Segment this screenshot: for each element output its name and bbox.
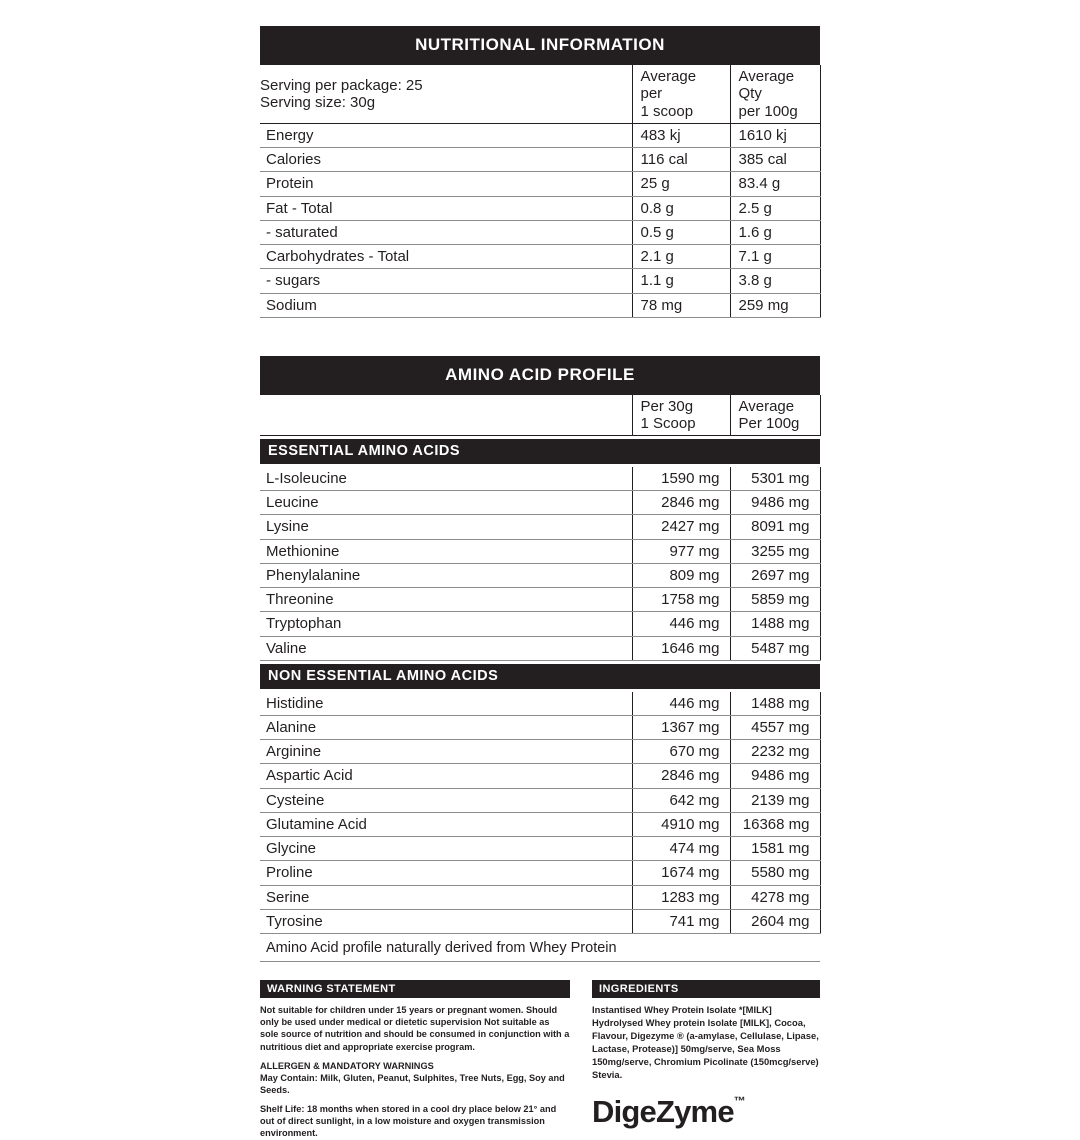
amino-value-per-scoop: 977 mg [632, 539, 730, 563]
allergen-warnings-heading: ALLERGEN & MANDATORY WARNINGS [260, 1060, 434, 1071]
column-header-average-per-100g [730, 395, 820, 436]
nutritional-information-table [260, 65, 821, 318]
col-header-line: Average [640, 68, 697, 85]
amino-value-per-scoop: 2427 mg [632, 515, 730, 539]
table-row [260, 740, 820, 764]
amino-value-per-100g: 5859 mg [730, 588, 820, 612]
amino-value-per-100g: 9486 mg [730, 764, 820, 788]
amino-value-per-100g: 5580 mg [730, 861, 820, 885]
amino-value-per-100g: 8091 mg [730, 515, 820, 539]
nutrient-value-per-scoop: 25 g [632, 172, 730, 196]
amino-value-per-100g: 16368 mg [730, 812, 820, 836]
table-row [260, 612, 820, 636]
amino-value-per-scoop: 446 mg [632, 692, 730, 716]
amino-name: Glutamine Acid [260, 812, 632, 836]
amino-value-per-100g: 2697 mg [730, 563, 820, 587]
table-row [260, 539, 820, 563]
ingredients-panel [592, 980, 820, 1139]
amino-name: Lysine [260, 515, 632, 539]
allergen-warnings-block [260, 1060, 570, 1096]
table-row [260, 636, 820, 660]
nutrient-name: Calories [260, 148, 632, 172]
col-header-line: Average [738, 68, 795, 85]
table-row [260, 909, 820, 933]
amino-value-per-scoop: 642 mg [632, 788, 730, 812]
ingredients-header: INGREDIENTS [592, 980, 820, 998]
nutrient-name: Energy [260, 123, 632, 147]
table-row [260, 491, 820, 515]
serving-size: Serving size: 30g [260, 93, 376, 111]
column-header-per-30g [632, 395, 730, 436]
warning-statement-body: Not suitable for children under 15 years or pregnant women. Should only be used under medical or dietetic supervision Not suitable as sole source of nutrition and should be consumed in conjunction with a nutritious diet and appropriate exercise program. [260, 1005, 570, 1052]
amino-value-per-100g: 3255 mg [730, 539, 820, 563]
amino-value-per-100g: 1488 mg [730, 692, 820, 716]
non-essential-amino-acids-bar-row [260, 660, 820, 691]
nutrient-name: - sugars [260, 269, 632, 293]
ingredients-body: Instantised Whey Protein Isolate *[MILK] Hydrolysed Whey protein Isolate [MILK], Cocoa, Flavour, Digezyme ® (a-amylase, Cellulase, Lipase, Lactase, Protease)] 50mg/serve, Sea Moss 150mg/serve, Chromium Picolinate (150mcg/serve) Stevia. [592, 1004, 819, 1080]
table-row [260, 692, 820, 716]
amino-value-per-100g: 1488 mg [730, 612, 820, 636]
amino-value-per-scoop: 2846 mg [632, 491, 730, 515]
allergen-warnings-body: May Contain: Milk, Gluten, Peanut, Sulphites, Tree Nuts, Egg, Soy and Seeds. [260, 1072, 565, 1095]
nutrition-label-sheet [260, 26, 820, 1140]
amino-value-per-scoop: 809 mg [632, 563, 730, 587]
table-row [260, 885, 820, 909]
table-row [260, 467, 820, 491]
nutrient-value-per-100g: 7.1 g [730, 245, 820, 269]
amino-acid-profile-header: AMINO ACID PROFILE [260, 356, 820, 395]
column-header-per-scoop [632, 65, 730, 123]
nutrient-name: Sodium [260, 293, 632, 317]
table-row [260, 563, 820, 587]
amino-name: Alanine [260, 715, 632, 739]
warning-statement-header: WARNING STATEMENT [260, 980, 570, 998]
nutrient-value-per-100g: 259 mg [730, 293, 820, 317]
bottom-panels [260, 980, 820, 1139]
amino-profile-footnote: Amino Acid profile naturally derived from Whey Protein [260, 934, 820, 962]
col-header-line: 1 Scoop [640, 415, 696, 432]
nutritional-information-header: NUTRITIONAL INFORMATION [260, 26, 820, 65]
amino-value-per-scoop: 4910 mg [632, 812, 730, 836]
table-row [260, 148, 820, 172]
table-row [260, 220, 820, 244]
amino-value-per-scoop: 1646 mg [632, 636, 730, 660]
amino-name: Leucine [260, 491, 632, 515]
non-essential-amino-acids-bar-cell [260, 660, 820, 691]
amino-value-per-scoop: 474 mg [632, 837, 730, 861]
table-row [260, 812, 820, 836]
amino-value-per-100g: 2604 mg [730, 909, 820, 933]
amino-name: Histidine [260, 692, 632, 716]
amino-value-per-100g: 9486 mg [730, 491, 820, 515]
amino-value-per-scoop: 1758 mg [632, 588, 730, 612]
warning-statement-panel [260, 980, 570, 1139]
nutrient-name: Protein [260, 172, 632, 196]
amino-acid-profile-table [260, 395, 821, 934]
amino-name: Proline [260, 861, 632, 885]
amino-value-per-scoop: 670 mg [632, 740, 730, 764]
table-row [260, 861, 820, 885]
serving-per-package: Serving per package: 25 [260, 76, 423, 94]
col-header-line: 1 scoop [640, 102, 694, 120]
amino-value-per-scoop: 2846 mg [632, 764, 730, 788]
table-row [260, 172, 820, 196]
amino-value-per-scoop: 1590 mg [632, 467, 730, 491]
amino-value-per-100g: 4278 mg [730, 885, 820, 909]
amino-value-per-100g: 1581 mg [730, 837, 820, 861]
nutrient-value-per-scoop: 483 kj [632, 123, 730, 147]
nutrient-value-per-100g: 3.8 g [730, 269, 820, 293]
table-row [260, 293, 820, 317]
amino-name: Threonine [260, 588, 632, 612]
amino-value-per-100g: 4557 mg [730, 715, 820, 739]
nutrient-name: Carbohydrates - Total [260, 245, 632, 269]
nutrient-value-per-100g: 2.5 g [730, 196, 820, 220]
digezyme-wordmark: DigeZyme [592, 1093, 734, 1129]
table-row [260, 588, 820, 612]
table-row [260, 269, 820, 293]
amino-value-per-100g: 2139 mg [730, 788, 820, 812]
amino-name: Glycine [260, 837, 632, 861]
column-header-per-100g [730, 65, 820, 123]
table-row [260, 837, 820, 861]
table-row [260, 788, 820, 812]
nutrient-name: Fat - Total [260, 196, 632, 220]
digezyme-logo [592, 1094, 820, 1130]
amino-name: Tyrosine [260, 909, 632, 933]
amino-value-per-100g: 2232 mg [730, 740, 820, 764]
table-row [260, 123, 820, 147]
nutrient-value-per-scoop: 0.5 g [632, 220, 730, 244]
table-row [260, 515, 820, 539]
trademark-symbol: ™ [733, 1093, 746, 1108]
table-row [260, 196, 820, 220]
amino-table-header-row [260, 395, 820, 436]
amino-name: Serine [260, 885, 632, 909]
nutrient-value-per-100g: 385 cal [730, 148, 820, 172]
amino-value-per-scoop: 1367 mg [632, 715, 730, 739]
amino-value-per-scoop: 1674 mg [632, 861, 730, 885]
table-header-row [260, 65, 820, 123]
amino-name: Aspartic Acid [260, 764, 632, 788]
amino-value-per-scoop: 446 mg [632, 612, 730, 636]
essential-amino-acids-bar-cell [260, 436, 820, 467]
col-header-line: Qty [738, 85, 762, 103]
table-row [260, 715, 820, 739]
col-header-line: Average [738, 397, 795, 415]
table-row [260, 245, 820, 269]
amino-name: Valine [260, 636, 632, 660]
col-header-line: Per 30g [640, 397, 694, 415]
amino-name: Cysteine [260, 788, 632, 812]
amino-name: Phenylalanine [260, 563, 632, 587]
amino-header-blank-cell [260, 395, 632, 436]
table-row [260, 764, 820, 788]
nutrient-value-per-100g: 83.4 g [730, 172, 820, 196]
non-essential-amino-acids-header: NON ESSENTIAL AMINO ACIDS [260, 664, 820, 689]
nutrient-value-per-100g: 1610 kj [730, 123, 820, 147]
nutrient-value-per-scoop: 116 cal [632, 148, 730, 172]
nutrient-value-per-100g: 1.6 g [730, 220, 820, 244]
amino-value-per-scoop: 741 mg [632, 909, 730, 933]
nutrient-value-per-scoop: 2.1 g [632, 245, 730, 269]
col-header-line: per [640, 85, 663, 103]
nutrient-value-per-scoop: 1.1 g [632, 269, 730, 293]
essential-amino-acids-header: ESSENTIAL AMINO ACIDS [260, 439, 820, 464]
essential-amino-acids-bar-row [260, 436, 820, 467]
section-spacer [260, 318, 820, 356]
amino-name: L-Isoleucine [260, 467, 632, 491]
col-header-line: per 100g [738, 102, 798, 120]
serving-info-cell [260, 65, 632, 123]
amino-name: Tryptophan [260, 612, 632, 636]
shelf-life-text: Shelf Life: 18 months when stored in a cool dry place below 21° and out of direct sunlight, in a low moisture and oxygen transmission environment. [260, 1104, 557, 1139]
amino-value-per-100g: 5487 mg [730, 636, 820, 660]
nutrient-value-per-scoop: 0.8 g [632, 196, 730, 220]
amino-name: Arginine [260, 740, 632, 764]
nutrient-value-per-scoop: 78 mg [632, 293, 730, 317]
nutrient-name: - saturated [260, 220, 632, 244]
col-header-line: Per 100g [738, 415, 800, 432]
amino-name: Methionine [260, 539, 632, 563]
amino-value-per-scoop: 1283 mg [632, 885, 730, 909]
amino-value-per-100g: 5301 mg [730, 467, 820, 491]
